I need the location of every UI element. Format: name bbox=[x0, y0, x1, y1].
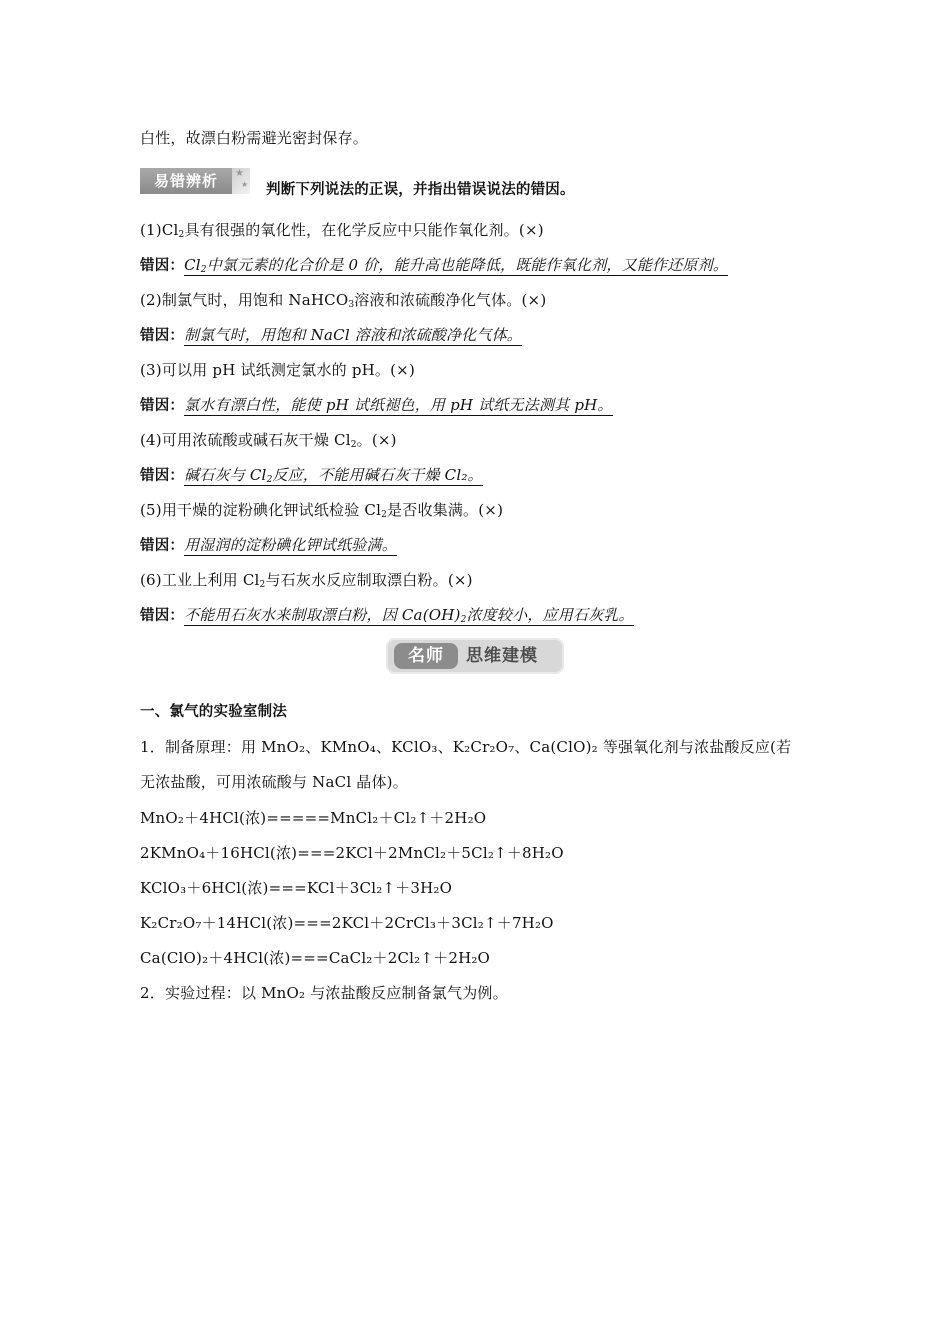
reason-text: 制氯气时，用饱和 NaCl 溶液和浓硫酸净化气体。 bbox=[184, 326, 522, 344]
reason-line bbox=[140, 535, 397, 556]
reason-label: 错因： bbox=[140, 538, 185, 554]
subscript: 3 bbox=[348, 300, 355, 310]
section-header-title: 思维建模 bbox=[466, 646, 538, 666]
reason-text: 氯水有漂白性，能使 pH 试纸褪色，用 pH 试纸无法测其 pH。 bbox=[184, 396, 613, 414]
question-text: 具有很强的氧化性，在化学反应中只能作氧化剂。(×) bbox=[184, 221, 544, 239]
question-number: (4) bbox=[140, 431, 162, 449]
question-text: 与石灰水反应制取漂白粉。(×) bbox=[265, 571, 473, 589]
question-text: 制氯气时，用饱和 NaHCO bbox=[161, 291, 349, 309]
reason-line bbox=[140, 395, 613, 416]
reason-text: Cl bbox=[184, 256, 201, 274]
subscript: 2 bbox=[381, 510, 388, 520]
reason-answer bbox=[184, 396, 613, 416]
reason-label: 错因： bbox=[140, 468, 185, 484]
question-text: Cl bbox=[161, 221, 179, 239]
question-line bbox=[140, 430, 397, 450]
subscript: 2 bbox=[200, 265, 207, 275]
question-text: 用干燥的淀粉碘化钾试纸检验 Cl bbox=[161, 501, 382, 519]
subscript: 2 bbox=[460, 615, 467, 625]
question-number: (3) bbox=[140, 361, 162, 379]
star-icon: ★ bbox=[241, 180, 249, 189]
reason-text: 反应，不能用碱石灰干燥 Cl₂。 bbox=[272, 466, 483, 484]
question-line bbox=[140, 360, 415, 380]
reason-answer bbox=[184, 536, 397, 556]
badge-label: 易错辨析 bbox=[140, 168, 232, 194]
question-line bbox=[140, 500, 503, 520]
reason-answer bbox=[184, 326, 522, 346]
equation: K₂Cr₂O₇＋14HCl(浓)===2KCl＋2CrCl₃＋3Cl₂↑＋7H₂O bbox=[140, 914, 554, 932]
reason-text: 中氯元素的化合价是 0 价，能升高也能降低，既能作氧化剂，又能作还原剂。 bbox=[206, 256, 729, 274]
reason-text: 用湿润的淀粉碘化钾试纸验满。 bbox=[184, 536, 397, 554]
reason-answer bbox=[184, 466, 483, 486]
reason-text: 不能用石灰水来制取漂白粉，因 Ca(OH) bbox=[184, 606, 461, 624]
reason-line bbox=[140, 325, 522, 346]
question-number: (2) bbox=[140, 291, 162, 309]
badge-instruction: 判断下列说法的正误，并指出错误说法的错因。 bbox=[266, 182, 575, 198]
question-number: (1) bbox=[140, 221, 162, 239]
equation: KClO₃＋6HCl(浓)===KCl＋3Cl₂↑＋3H₂O bbox=[140, 879, 453, 897]
question-text: 工业上利用 Cl bbox=[161, 571, 260, 589]
reason-line bbox=[140, 605, 634, 626]
subscript: 2 bbox=[266, 475, 273, 485]
reason-label: 错因： bbox=[140, 398, 185, 414]
subscript: 2 bbox=[259, 580, 266, 590]
section-header-tag: 名师 bbox=[394, 643, 458, 669]
process-line: 2．实验过程：以 MnO₂ 与浓盐酸反应制备氯气为例。 bbox=[140, 984, 508, 1002]
badge-tail bbox=[232, 168, 250, 194]
principle-line-2: 无浓盐酸，可用浓硫酸与 NaCl 晶体)。 bbox=[140, 773, 408, 791]
section-title: 一、氯气的实验室制法 bbox=[140, 704, 287, 720]
question-text: 是否收集满。(×) bbox=[387, 501, 504, 519]
equation: MnO₂＋4HCl(浓)=====MnCl₂＋Cl₂↑＋2H₂O bbox=[140, 809, 487, 827]
question-line bbox=[140, 570, 473, 590]
question-text: 可以用 pH 试纸测定氯水的 pH。(×) bbox=[161, 361, 416, 379]
star-icon: ★ bbox=[235, 168, 244, 179]
section-header bbox=[386, 638, 564, 674]
reason-answer bbox=[184, 606, 634, 626]
equation: 2KMnO₄＋16HCl(浓)===2KCl＋2MnCl₂＋5Cl₂↑＋8H₂O bbox=[140, 844, 564, 862]
reason-line bbox=[140, 255, 728, 276]
reason-line bbox=[140, 465, 483, 486]
reason-label: 错因： bbox=[140, 608, 185, 624]
principle-line-1: 1．制备原理：用 MnO₂、KMnO₄、KClO₃、K₂Cr₂O₇、Ca(ClO)₂ 等强氧化剂与浓盐酸反应(若 bbox=[140, 738, 792, 756]
reason-label: 错因： bbox=[140, 328, 185, 344]
question-line bbox=[140, 290, 546, 310]
subscript: 2 bbox=[178, 230, 185, 240]
question-text: 可用浓硫酸或碱石灰干燥 Cl bbox=[161, 431, 351, 449]
question-number: (5) bbox=[140, 501, 162, 519]
error-analysis-badge bbox=[140, 168, 250, 194]
question-text: 。(×) bbox=[356, 431, 397, 449]
question-line bbox=[140, 220, 544, 240]
question-text: 溶液和浓硫酸净化气体。(×) bbox=[354, 291, 547, 309]
reason-text: 浓度较小，应用石灰乳。 bbox=[466, 606, 634, 624]
equation: Ca(ClO)₂＋4HCl(浓)===CaCl₂＋2Cl₂↑＋2H₂O bbox=[140, 949, 491, 967]
intro-line: 白性，故漂白粉需避光密封保存。 bbox=[140, 129, 369, 147]
reason-answer bbox=[184, 256, 728, 276]
reason-label: 错因： bbox=[140, 258, 185, 274]
question-number: (6) bbox=[140, 571, 162, 589]
subscript: 2 bbox=[350, 440, 357, 450]
reason-text: 碱石灰与 Cl bbox=[184, 466, 267, 484]
